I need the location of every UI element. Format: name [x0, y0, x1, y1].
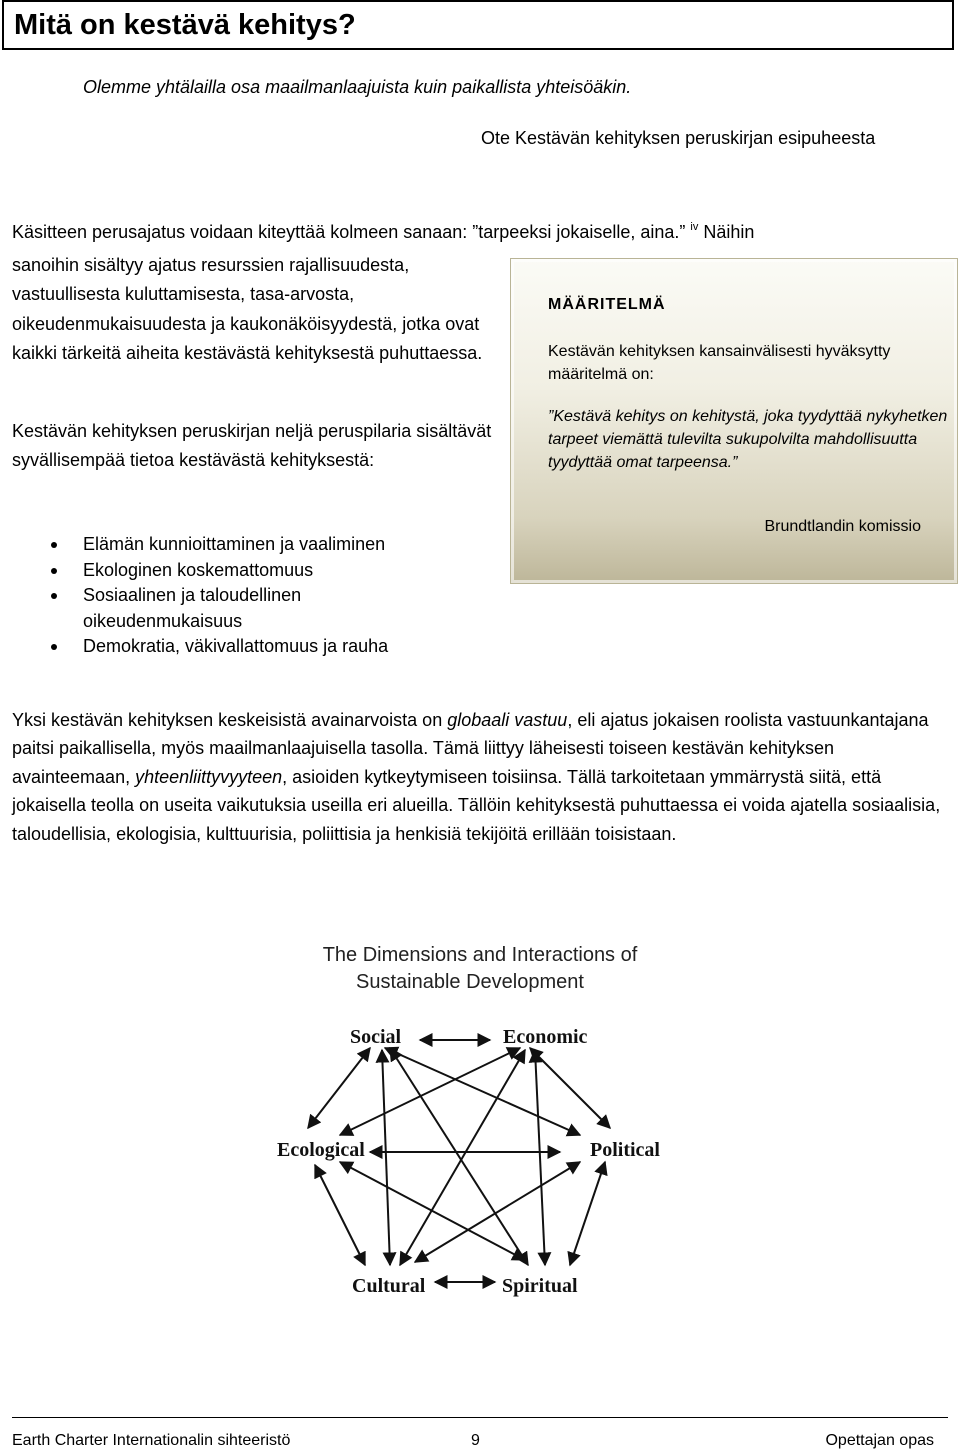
definition-quote: ”Kestävä kehitys on kehitystä, joka tyydyttää nykyhetken tarpeet viemättä tulevilta sukupolvilta mahdollisuutta tyydyttää omat tarpeensa.”: [548, 408, 948, 471]
pillars-intro: Kestävän kehityksen peruskirjan neljä peruspilaria sisältävät syvällisempää tietoa kestävästä kehityksestä:: [12, 421, 492, 471]
bullet-icon: [51, 593, 57, 599]
footnote-ref[interactable]: iv: [690, 221, 699, 233]
link-political-cultural: [415, 1162, 580, 1262]
footer-document-title: Opettajan opas: [825, 1432, 934, 1449]
node-political: Political: [590, 1139, 660, 1161]
paragraph-text: Yksi kestävän kehityksen keskeisistä avainarvoista on: [12, 710, 448, 730]
list-item-text: Sosiaalinen ja taloudellinen oikeudenmukaisuus: [83, 585, 302, 631]
paragraph-text: , asioiden kytkeytymiseen toisiinsa. Tällä tarkoitetaan ymmärrystä siitä, että jokaisella teolla on useita vaikutuksia useilla eri alueilla. Tällöin kehityksestä puhuttaessa ei voida ajatella sosiaalisia, taloudellisia, ekologisia, kulttuurisia, poliittisia ja henkisiä tekijöitä erillään toisistaan.: [12, 766, 941, 844]
diagram-title-line1: The Dimensions and Interactions of: [322, 944, 638, 966]
list-item: [48, 532, 388, 558]
node-social: Social: [350, 1026, 402, 1048]
intro-continuation: sanoihin sisältyy ajatus resurssien rajallisuudesta, vastuullisesta kuluttamisesta, tasa-arvosta, oikeudenmukaisuudesta ja kaukonäköisyydestä, jotka ovat kaikki tärkeitä aiheita kestävästä kehityksestä puhuttaessa.: [12, 255, 483, 364]
bullet-icon: [51, 542, 57, 548]
link-political-spiritual: [570, 1162, 605, 1265]
epigraph-quote: Olemme yhtälailla osa maailmanlaajuista kuin paikallista yhteisöäkin.: [83, 77, 632, 97]
node-spiritual: Spiritual: [502, 1275, 578, 1297]
definition-box: [510, 258, 958, 584]
intro-text-end: Näihin: [703, 222, 755, 242]
node-economic: Economic: [503, 1026, 588, 1048]
footer-organization: Earth Charter Internationalin sihteeristö: [12, 1432, 291, 1449]
link-ecological-cultural: [315, 1165, 365, 1265]
definition-title: MÄÄRITELMÄ: [548, 296, 666, 313]
body-paragraph: [12, 706, 947, 848]
definition-intro: Kestävän kehityksen kansainvälisesti hyväksytty määritelmä on:: [548, 343, 891, 383]
page-title: Mitä on kestävä kehitys?: [14, 9, 356, 41]
link-economic-ecological: [340, 1048, 520, 1135]
node-ecological: Ecological: [277, 1139, 365, 1161]
page-number: 9: [471, 1432, 480, 1449]
emphasis-global-responsibility: globaali vastuu: [447, 710, 568, 730]
list-item-text: Demokratia, väkivallattomuus ja rauha: [83, 636, 389, 656]
epigraph-source: Ote Kestävän kehityksen peruskirjan esipuheesta: [481, 128, 876, 148]
link-economic-political: [530, 1048, 610, 1128]
diagram-connections: [308, 1040, 610, 1282]
paragraph-text: , eli ajatus jokaisen roolista vastuunkantajana paitsi paikallisella, myös maailmanlaajuisella tasolla. Tämä liittyy läheisesti toiseen kestävän kehityksen avainteemaan,: [12, 710, 929, 787]
pillars-list: [48, 532, 388, 660]
intro-first-line: [12, 221, 754, 243]
link-social-ecological: [308, 1048, 370, 1128]
link-economic-spiritual: [535, 1050, 545, 1265]
node-cultural: Cultural: [352, 1275, 426, 1297]
diagram-title-line2: Sustainable Development: [356, 971, 584, 993]
list-item: [48, 558, 388, 584]
bullet-icon: [51, 644, 57, 650]
definition-source: Brundtlandin komissio: [764, 518, 921, 535]
list-item-text: Elämän kunnioittaminen ja vaaliminen: [83, 534, 386, 554]
list-item-text: Ekologinen koskemattomuus: [83, 559, 314, 580]
list-item: [48, 634, 388, 660]
title-box: [2, 0, 954, 50]
intro-text: Käsitteen perusajatus voidaan kiteyttää kolmeen sanaan: ”tarpeeksi jokaiselle, aina.”: [12, 222, 686, 242]
emphasis-interconnectedness: yhteenliittyvyyteen: [135, 766, 283, 787]
link-social-cultural: [382, 1050, 390, 1265]
footer-divider: [12, 1417, 948, 1418]
dimensions-diagram: [260, 930, 700, 1320]
bullet-icon: [51, 568, 57, 574]
list-item: [48, 583, 383, 634]
